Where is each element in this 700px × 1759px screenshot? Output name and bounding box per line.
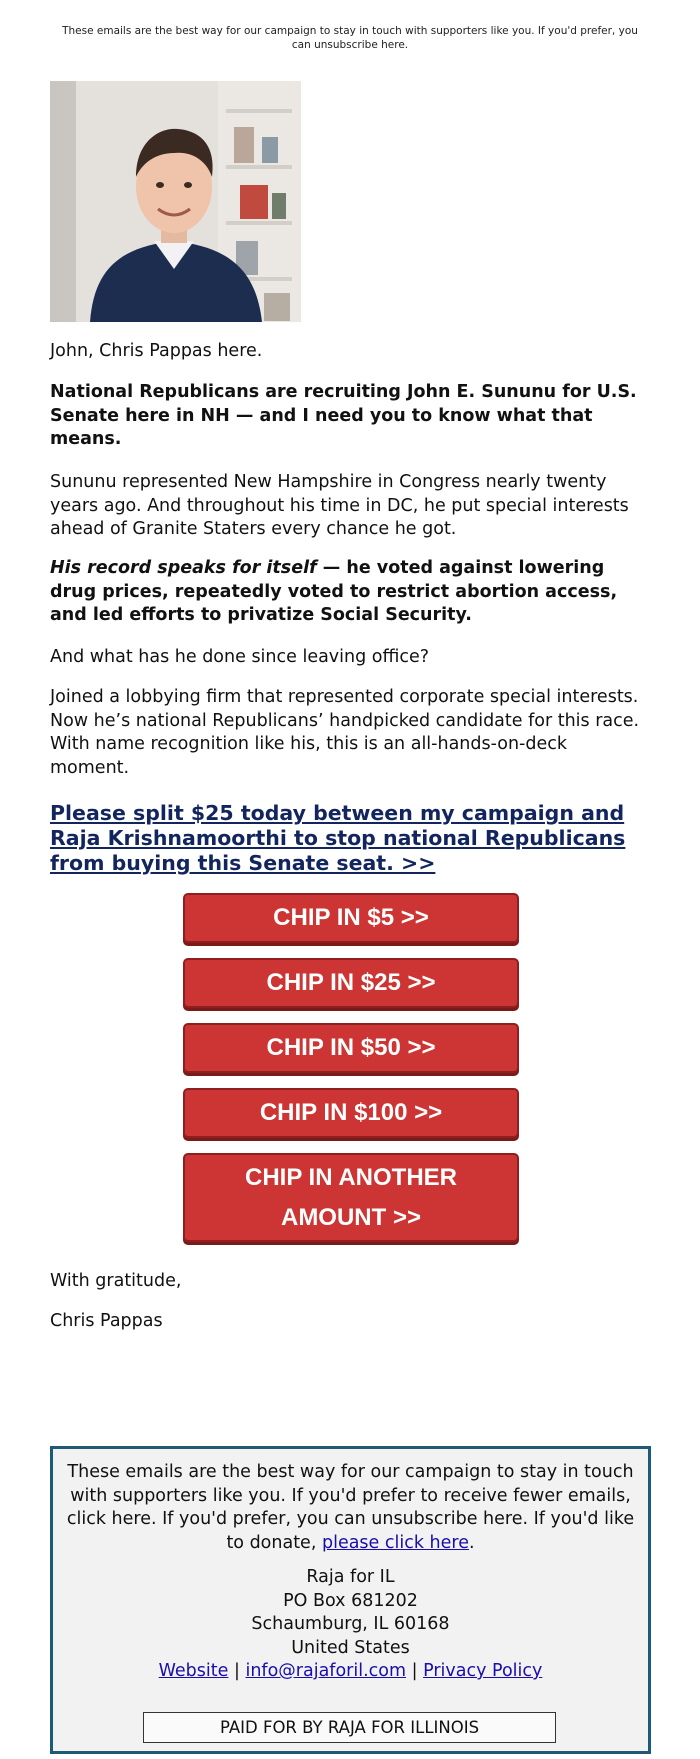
preheader-text: These emails are the best way for our campaign to stay in touch with supporters like you. If you'd prefer, you can unsubscribe here. <box>62 25 638 51</box>
question-paragraph: And what has he done since leaving office? <box>50 647 430 667</box>
lobbying-paragraph: Joined a lobbying firm that represented corporate special interests. Now he’s national Republicans’ handpicked candidate for this race. With name recognition like his, this is an all-hands-on-deck moment. <box>50 687 640 778</box>
signoff: With gratitude, <box>50 1271 182 1291</box>
paid-for-disclaimer: PAID FOR BY RAJA FOR ILLINOIS <box>143 1712 556 1743</box>
footer-website-link[interactable]: Website <box>158 1661 229 1681</box>
greeting: John, Chris Pappas here. <box>50 341 263 361</box>
footer-separator: | <box>233 1661 240 1681</box>
signature: Chris Pappas <box>50 1311 163 1331</box>
footer-donate-link[interactable]: please click here <box>321 1532 469 1553</box>
footer-country: United States <box>291 1637 410 1658</box>
footer-city: Schaumburg, IL 60168 <box>251 1614 450 1634</box>
chip-in-25-label: CHIP IN $25 >> <box>266 969 436 996</box>
footer-links <box>53 1660 648 1684</box>
donate-cta-link[interactable]: Please split $25 today between my campaign and Raja Krishnamoorthi to stop national Republicans from buying this Senate seat. >> <box>50 801 626 875</box>
candidate-photo <box>50 81 301 322</box>
footer-org-name: Raja for IL <box>306 1567 395 1587</box>
chip-in-5-button[interactable] <box>183 893 519 943</box>
footer-email-link[interactable]: info@rajaforil.com <box>245 1661 407 1681</box>
record-bold-paragraph <box>50 557 650 628</box>
chip-in-other-label-line2: AMOUNT >> <box>280 1203 421 1231</box>
record-italic-lead: His record speaks for itself <box>50 558 317 578</box>
footer-period: . <box>468 1532 475 1553</box>
footer-privacy-link[interactable]: Privacy Policy <box>423 1661 543 1681</box>
chip-in-other-amount-button[interactable] <box>183 1153 519 1242</box>
chip-in-other-label-line1: CHIP IN ANOTHER <box>244 1163 457 1191</box>
footer-separator: | <box>411 1661 418 1681</box>
chip-in-5-label: CHIP IN $5 >> <box>273 904 429 931</box>
record-bold-rest: — he voted against lowering drug prices, repeatedly voted to restrict abortion access, and led efforts to privatize Social Security. <box>50 558 618 625</box>
chip-in-100-button[interactable] <box>183 1088 519 1138</box>
footer-box <box>50 1446 651 1754</box>
chip-in-50-button[interactable] <box>183 1023 519 1073</box>
sununu-record-paragraph: Sununu represented New Hampshire in Congress nearly twenty years ago. And throughout his time in DC, he put special interests ahead of Granite Staters every chance he got. <box>50 472 629 539</box>
footer-address <box>53 1566 648 1684</box>
footer-disclaimer <box>65 1461 636 1555</box>
footer-po-box: PO Box 681202 <box>283 1590 418 1611</box>
chip-in-25-button[interactable] <box>183 958 519 1008</box>
candidate-photo-illustration <box>50 81 301 322</box>
chip-in-50-label: CHIP IN $50 >> <box>266 1034 436 1061</box>
footer-disclaimer-text: These emails are the best way for our campaign to stay in touch with supporters like you. If you'd prefer to receive fewer emails, click here. If you'd prefer, you can unsubscribe here. If you'd like to donate, <box>66 1462 635 1553</box>
intro-bold-paragraph: National Republicans are recruiting John E. Sununu for U.S. Senate here in NH — and I need you to know what that means. <box>50 382 637 449</box>
chip-in-100-label: CHIP IN $100 >> <box>259 1099 443 1126</box>
